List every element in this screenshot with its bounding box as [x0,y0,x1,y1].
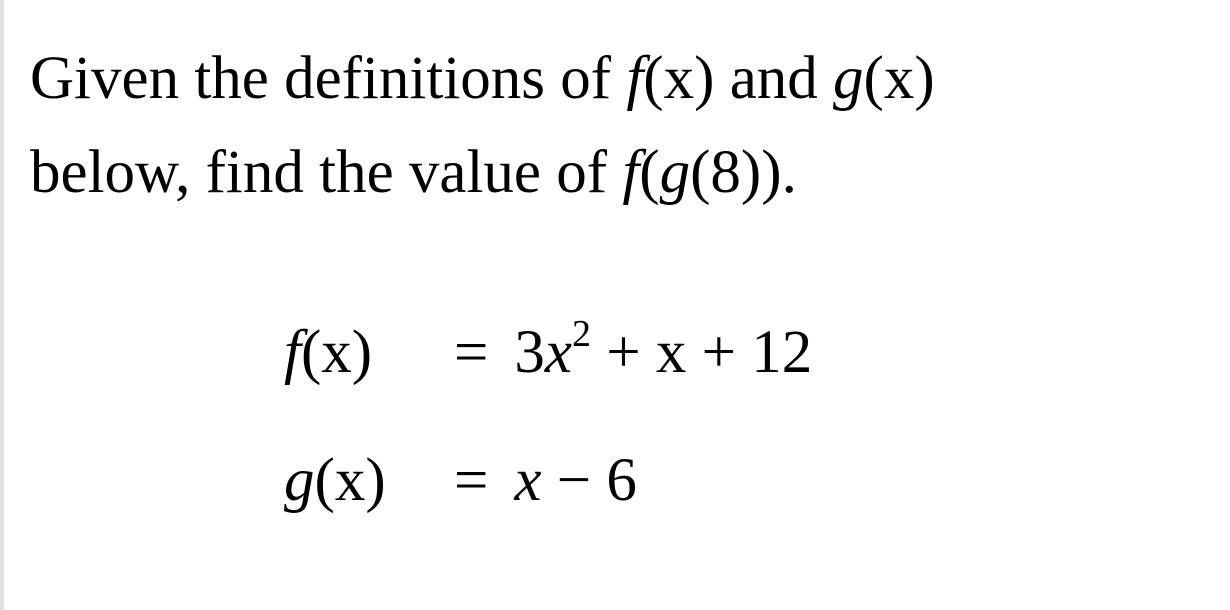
g-argument: (x) [863,45,935,112]
f-of-g-of-8-expression [622,139,781,206]
function-definitions [284,313,813,574]
left-border-rule [0,0,4,610]
prompt-line-1 [30,32,1210,126]
f-symbol: f [626,45,644,112]
equation-g-lhs: g(x) [284,447,386,514]
exponent: 2 [571,313,591,355]
equation-f-rhs: $3x^2 + x + 12$ [514,313,813,386]
prompt-text-1: Given the definitions of [30,45,627,112]
prompt-and: and [714,45,834,112]
equation-f [284,313,813,446]
g-of-x-inline [833,45,935,112]
f-argument: (x) [643,45,715,112]
g-argument-8: (8) [690,139,762,206]
f-of-x-inline [626,45,714,112]
prompt-line-2 [30,126,1210,220]
equals-sign: = [454,447,489,514]
equation-g [284,446,812,574]
equals-sign: = [454,319,489,386]
prompt-text-2: below, find the value of [30,139,623,206]
g-symbol: g [833,45,864,112]
equation-g-rhs: x − 6 [514,447,637,514]
close-paren: ) [761,139,782,206]
prompt-period: . [781,139,797,206]
f-symbol: f [622,139,640,206]
equation-f-lhs: f(x) [284,319,373,386]
question-prompt [30,32,1210,220]
open-paren: ( [639,139,660,206]
g-symbol: g [659,139,691,206]
